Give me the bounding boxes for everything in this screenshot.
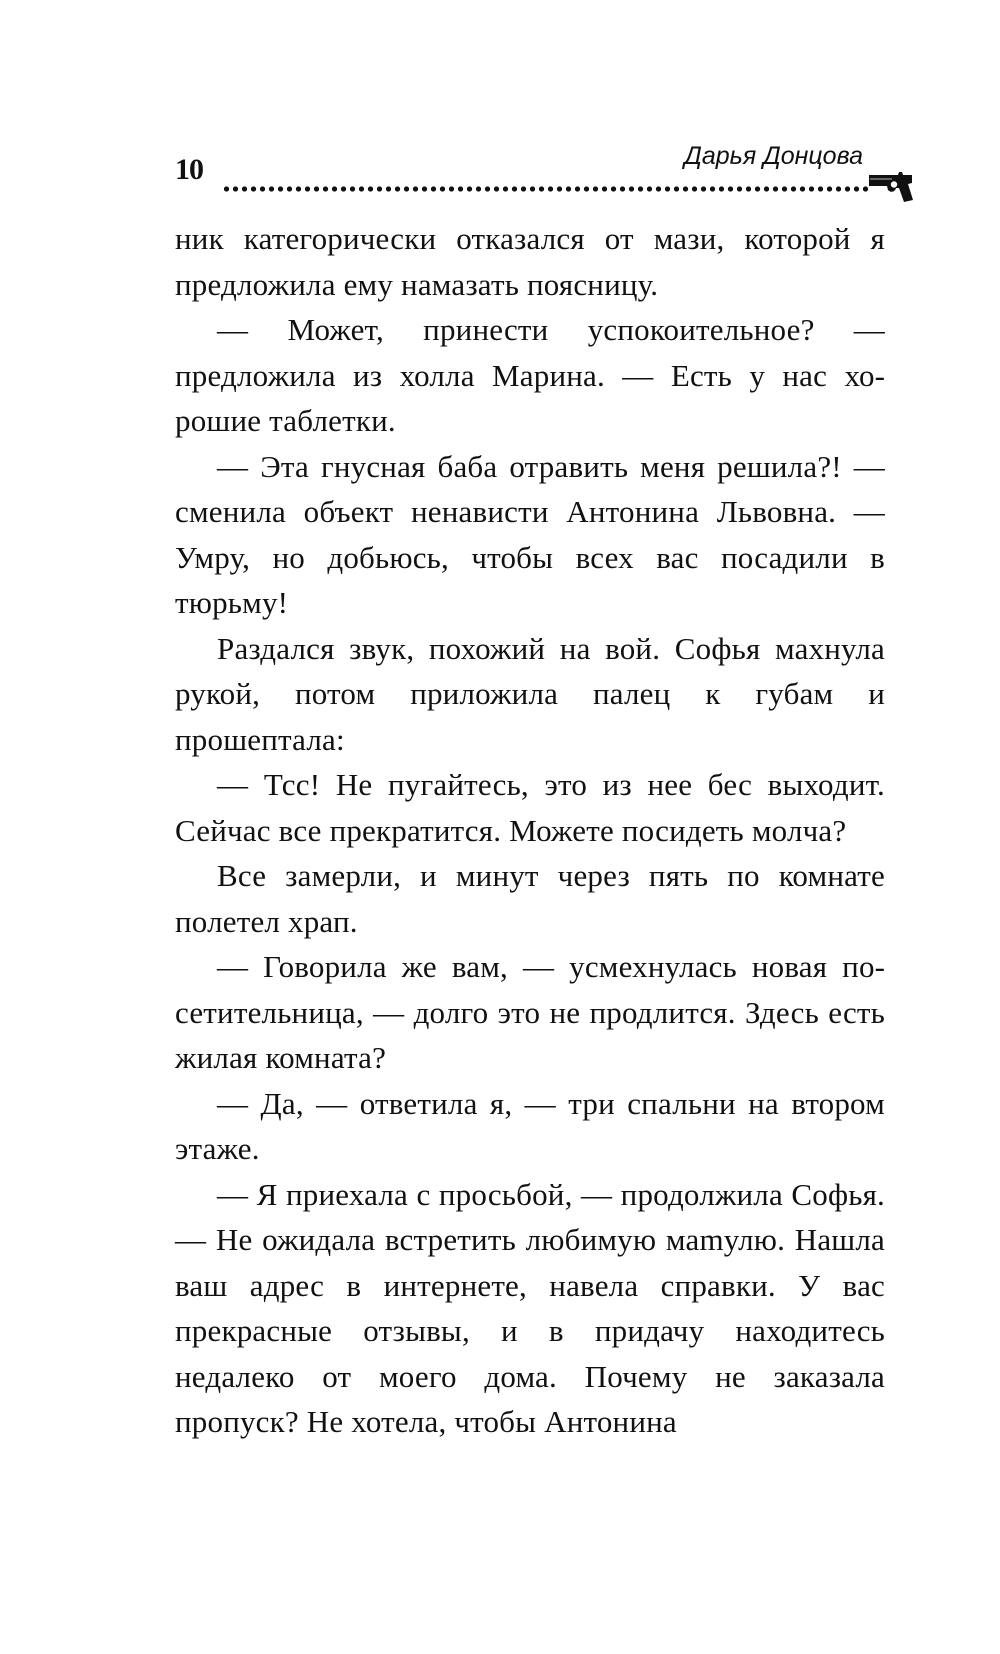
- paragraph: — Тсс! Не пугайтесь, это из нее бес выходит. Сейчас все прекратится. Можете посидеть молча?: [175, 767, 885, 848]
- paragraph: — Да, — ответила я, — три спальни на втором этаже.: [175, 1085, 885, 1166]
- pistol-icon: [868, 170, 914, 204]
- paragraph: — Эта гнусная баба отравить меня решила?! — сменила объект ненависти Антонина Львовна. — Умру, но добьюсь, чтобы всех вас посадили в тюрьму!: [175, 448, 885, 620]
- running-header-author: Дарья Донцова: [684, 142, 863, 170]
- paragraph: — Я приехала с просьбой, — продолжила Софья. — Не ожидала встретить любимую маmулю. Нашла ваш адрес в интернете, навела справки. У вас прекрасные отзывы, и в придачу находитесь недалеко от моего дома. Почему не заказала пропуск? Не хотела, чтобы Антонина: [175, 1176, 885, 1439]
- header-dotted-rule: [222, 186, 870, 192]
- paragraph: ник категорически отказался от мази, которой я предложила ему намазать поясницу.: [175, 221, 885, 302]
- page-number: 10: [175, 153, 203, 186]
- paragraph: — Может, принести успокоительное? — предложила из холла Марина. — Есть у нас хорошие таблетки.: [175, 312, 885, 438]
- paragraph: — Говорила же вам, — усмехнулась новая посетительница, — долго это не продлится. Здесь есть жилая комната?: [175, 949, 885, 1075]
- paragraph: Все замерли, и минут через пять по комнате полетел храп.: [175, 858, 885, 939]
- body-text: [175, 216, 885, 1445]
- paragraph: Раздался звук, похожий на вой. Софья махнула рукой, потом приложила палец к губам и прошептала:: [175, 630, 885, 757]
